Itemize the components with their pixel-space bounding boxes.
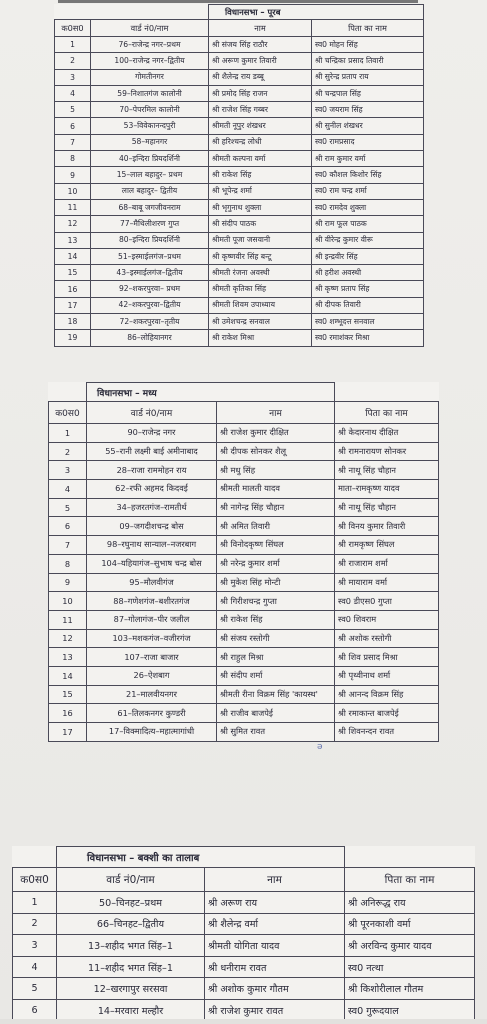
cell-name: श्री संदीप शर्मा	[217, 666, 335, 685]
header-row	[55, 20, 424, 37]
col-header-ward: वार्ड नं0/नाम	[57, 868, 205, 892]
table-row	[55, 314, 424, 330]
cell-name: श्री राजेश सिंह गब्बर	[209, 102, 312, 118]
cell-name: श्रीमती शिवम उपाध्याय	[209, 297, 312, 313]
cell-ward: 55–रानी लक्ष्मी बाई अमीनाबाद	[87, 442, 217, 461]
cell-ward: 13–शहीद भगत सिंह–1	[57, 935, 205, 957]
cell-ward: 66–चिनहट–द्वितीय	[57, 913, 205, 935]
cell-name: श्रीमती रंजना अवस्थी	[209, 265, 312, 281]
cell-serial: 10	[49, 592, 87, 611]
cell-serial: 2	[55, 53, 91, 69]
cell-ward: 107–राजा बाजार	[87, 648, 217, 667]
cell-name: श्री भूपेन्द्र शर्मा	[209, 183, 312, 199]
table-row	[55, 265, 424, 281]
col-header-name: नाम	[205, 868, 345, 892]
table-row	[13, 999, 475, 1021]
cell-name: श्रीमती कृतिका सिंह	[209, 281, 312, 297]
cell-serial: 16	[49, 704, 87, 723]
cell-father-name: श्री चन्द्रिका प्रसाद तिवारी	[312, 53, 424, 69]
cell-name: श्री शैलेन्द्र राय डब्बू	[209, 69, 312, 85]
cell-name: श्री शैलेन्द्र वर्मा	[205, 913, 345, 935]
cell-father-name: स्व0 कौशल किशोर सिंह	[312, 167, 424, 183]
cell-ward: 53–विवेकानन्दपुरी	[91, 118, 209, 134]
cell-ward: लाल बहादुर– द्वितीय	[91, 183, 209, 199]
col-header-serial: क0स0	[55, 20, 91, 37]
cell-serial: 19	[55, 330, 91, 346]
cell-serial: 8	[49, 554, 87, 573]
table-vidhansabha-purab	[54, 4, 424, 347]
cell-serial: 7	[49, 536, 87, 555]
cell-ward: 80–इन्दिरा प्रियदर्शिनी	[91, 232, 209, 248]
cell-name: श्री संजय सिंह राठौर	[209, 37, 312, 53]
cell-ward: 103–मशकगंज–वजीरगंज	[87, 629, 217, 648]
cell-name: श्री मधु सिंह	[217, 461, 335, 480]
table-row	[49, 442, 439, 461]
cell-father-name: श्री नाथू सिंह चौहान	[335, 461, 439, 480]
cell-father-name: माता–रामकृष्ण यादव	[335, 480, 439, 499]
table-row	[49, 517, 439, 536]
col-header-serial: क0स0	[13, 868, 57, 892]
cell-name: श्री नरेन्द्र कुमार शर्मा	[217, 554, 335, 573]
cell-serial: 3	[55, 69, 91, 85]
cell-father-name: स्व0 गुरूदयाल	[345, 999, 475, 1021]
cell-father-name: स्व0 जयराम सिंह	[312, 102, 424, 118]
cell-serial: 17	[55, 297, 91, 313]
cell-name: श्री राकेश सिंह	[209, 167, 312, 183]
cell-serial: 1	[55, 37, 91, 53]
col-header-ward: वार्ड नं0/नाम	[91, 20, 209, 37]
cell-ward: 21–मालवीयनगर	[87, 685, 217, 704]
cell-serial: 6	[55, 118, 91, 134]
table-title: विधानसभा – पूरब	[209, 5, 424, 20]
cell-name: श्रीमती रीना विक्रम सिंह 'कायस्थ'	[217, 685, 335, 704]
cell-father-name: श्री रामकृष्ण सिंघल	[335, 536, 439, 555]
cell-ward: 77–मैथिलीशरण गुप्त	[91, 216, 209, 232]
cell-father-name: श्री राम कुमार वर्मा	[312, 151, 424, 167]
cell-name: श्री प्रमोद सिंह राजन	[209, 85, 312, 101]
cell-name: श्री भृगुनाथ शुक्ला	[209, 199, 312, 215]
table-row	[49, 610, 439, 629]
table-row	[55, 151, 424, 167]
header-row	[13, 868, 475, 892]
cell-ward: 76–राजेन्द्र नगर–प्रथम	[91, 37, 209, 53]
cell-ward: 87–गोलागंज–पीर जलील	[87, 610, 217, 629]
col-header-serial: क0स0	[49, 402, 87, 424]
stray-mark: ǝ	[317, 742, 323, 752]
cell-father-name: श्री सुरेन्द्र प्रताप राय	[312, 69, 424, 85]
col-header-name: नाम	[217, 402, 335, 424]
cell-serial: 14	[55, 248, 91, 264]
cell-serial: 15	[55, 265, 91, 281]
cell-name: श्री नागेन्द्र सिंह चौहान	[217, 498, 335, 517]
cell-father-name: श्री अशोक रस्तोगी	[335, 629, 439, 648]
cell-father-name: श्री शिवनन्दन रावत	[335, 723, 439, 742]
cell-serial: 12	[55, 216, 91, 232]
table-row	[49, 592, 439, 611]
cell-serial: 7	[55, 134, 91, 150]
cell-ward: 34–हजरतगंज–रामतीर्थ	[87, 498, 217, 517]
cell-father-name: श्री रमाकान्त बाजपेई	[335, 704, 439, 723]
cell-serial: 13	[49, 648, 87, 667]
page-bottom-edge	[0, 1019, 487, 1024]
cell-ward: 98–रघुनाथ सान्याल–नजरबाग	[87, 536, 217, 555]
cell-serial: 4	[55, 85, 91, 101]
table-row	[49, 554, 439, 573]
cell-name: श्री संजय रस्तोगी	[217, 629, 335, 648]
cell-name: श्री संदीप पाठक	[209, 216, 312, 232]
cell-father-name: श्री सुनील शंखधर	[312, 118, 424, 134]
cell-name: श्री कृष्णवीर सिंह बन्टू	[209, 248, 312, 264]
cell-name: श्रीमती योगिता यादव	[205, 935, 345, 957]
cell-father-name: श्री आनन्द विक्रम सिंह	[335, 685, 439, 704]
table-row	[49, 666, 439, 685]
cell-father-name: श्री अनिरूद्ध राय	[345, 892, 475, 914]
cell-serial: 2	[13, 913, 57, 935]
cell-name: श्री राकेश सिंह	[217, 610, 335, 629]
cell-serial: 8	[55, 151, 91, 167]
cell-father-name: श्री विनय कुमार तिवारी	[335, 517, 439, 536]
cell-ward: 26–ऐशबाग	[87, 666, 217, 685]
table-row	[55, 248, 424, 264]
cell-father-name: श्री वीरेन्द्र कुमार वीरू	[312, 232, 424, 248]
cell-ward: गोमतीनगर	[91, 69, 209, 85]
table-vidhansabha-bakshi-ka-talab	[12, 846, 475, 1022]
cell-serial: 5	[49, 498, 87, 517]
cell-serial: 4	[13, 956, 57, 978]
cell-ward: 28–राजा राममोहन राय	[87, 461, 217, 480]
cell-serial: 14	[49, 666, 87, 685]
table-title: विधानसभा – मध्य	[87, 383, 335, 402]
cell-serial: 16	[55, 281, 91, 297]
cell-father-name: श्री कृष्ण प्रताप सिंह	[312, 281, 424, 297]
cell-father-name: स्व0 रामप्रसाद	[312, 134, 424, 150]
cell-ward: 14–मरवारा मल्हौर	[57, 999, 205, 1021]
cell-father-name: श्री नाथू सिंह चौहान	[335, 498, 439, 517]
table-title: विधानसभा – बक्शी का तालाब	[57, 847, 345, 868]
table-row	[49, 573, 439, 592]
cell-serial: 1	[49, 424, 87, 443]
cell-father-name: स्व0 शिवराम	[335, 610, 439, 629]
cell-father-name: श्री शिव प्रसाद मिश्रा	[335, 648, 439, 667]
cell-father-name: श्री राम फूल पाठक	[312, 216, 424, 232]
cell-ward: 62–रफी अहमद किदवई	[87, 480, 217, 499]
table-row	[55, 69, 424, 85]
table-row	[49, 648, 439, 667]
table-row	[49, 536, 439, 555]
cell-ward: 104–यहियागंज–सुभाष चन्द्र बोस	[87, 554, 217, 573]
table-row	[55, 118, 424, 134]
cell-name: श्री दीपक सोनकर शैलू	[217, 442, 335, 461]
cell-father-name: स्व0 राम चन्द्र शर्मा	[312, 183, 424, 199]
cell-serial: 4	[49, 480, 87, 499]
col-header-father: पिता का नाम	[335, 402, 439, 424]
table-row	[13, 956, 475, 978]
cell-serial: 10	[55, 183, 91, 199]
cell-serial: 12	[49, 629, 87, 648]
cell-serial: 1	[13, 892, 57, 914]
cell-father-name: श्री राजाराम शर्मा	[335, 554, 439, 573]
cell-father-name: श्री पृथ्वीनाथ शर्मा	[335, 666, 439, 685]
cell-serial: 13	[55, 232, 91, 248]
cell-name: श्री अरूण राय	[205, 892, 345, 914]
cell-name: श्री गिरीशचन्द्र गुप्ता	[217, 592, 335, 611]
cell-name: श्रीमती कल्पना वर्मा	[209, 151, 312, 167]
cell-serial: 15	[49, 685, 87, 704]
cell-ward: 72–शकरपुरवा–तृतीय	[91, 314, 209, 330]
cell-ward: 42–शकरपुरवा–द्वितीय	[91, 297, 209, 313]
cell-ward: 40–इन्दिरा प्रियदर्शिनी	[91, 151, 209, 167]
col-header-father: पिता का नाम	[345, 868, 475, 892]
cell-ward: 09–जगदीशचन्द्र बोस	[87, 517, 217, 536]
cell-ward: 61–तिलकनगर कुण्डरी	[87, 704, 217, 723]
col-header-name: नाम	[209, 20, 312, 37]
cell-name: श्री राजेश कुमार दीक्षित	[217, 424, 335, 443]
cell-ward: 50–चिनहट–प्रथम	[57, 892, 205, 914]
table-row	[49, 424, 439, 443]
cell-serial: 17	[49, 723, 87, 742]
cell-name: श्री राजेश कुमार रावत	[205, 999, 345, 1021]
table-row	[13, 913, 475, 935]
cell-name: श्री राहुल मिश्रा	[217, 648, 335, 667]
cell-ward: 17–विक्मादित्य–महात्मागांधी	[87, 723, 217, 742]
cell-ward: 11–शहीद भगत सिंह–1	[57, 956, 205, 978]
cell-ward: 92–शकरपुरवा– प्रथम	[91, 281, 209, 297]
cell-father-name: स्व0 डीएस0 गुप्ता	[335, 592, 439, 611]
cell-name: श्री राकेश मिश्रा	[209, 330, 312, 346]
cell-ward: 100–राजेन्द्र नगर–द्वितीय	[91, 53, 209, 69]
cell-father-name: श्री अरविन्द कुमार यादव	[345, 935, 475, 957]
cell-father-name: स्व0 नत्था	[345, 956, 475, 978]
cell-ward: 88–गणेशगंज–बशीरतगंज	[87, 592, 217, 611]
cell-father-name: श्री चन्द्रपाल सिंह	[312, 85, 424, 101]
top-rule	[58, 0, 418, 3]
cell-serial: 5	[13, 978, 57, 1000]
table-row	[49, 685, 439, 704]
cell-serial: 6	[49, 517, 87, 536]
table-row	[55, 53, 424, 69]
cell-serial: 11	[49, 610, 87, 629]
cell-serial: 18	[55, 314, 91, 330]
cell-name: श्री सुमित रावत	[217, 723, 335, 742]
cell-name: श्री उमेशचन्द्र सनवाल	[209, 314, 312, 330]
cell-serial: 3	[49, 461, 87, 480]
table-row	[49, 480, 439, 499]
header-row	[49, 402, 439, 424]
cell-father-name: श्री किशोरीलाल गौतम	[345, 978, 475, 1000]
cell-father-name: स्व0 रामदेव शुक्ला	[312, 199, 424, 215]
cell-father-name: स्व0 रमाशंकर मिश्रा	[312, 330, 424, 346]
cell-ward: 70–पेपरमिल कालोनी	[91, 102, 209, 118]
table-row	[49, 629, 439, 648]
table-row	[55, 167, 424, 183]
cell-father-name: श्री केदारनाथ दीक्षित	[335, 424, 439, 443]
table-row	[55, 199, 424, 215]
cell-ward: 12–खरगापुर सरसवा	[57, 978, 205, 1000]
cell-ward: 15–लाल बहादुर– प्रथम	[91, 167, 209, 183]
cell-father-name: श्री मायाराम वर्मा	[335, 573, 439, 592]
table-row	[13, 978, 475, 1000]
table-row	[55, 330, 424, 346]
table-row	[55, 281, 424, 297]
cell-serial: 11	[55, 199, 91, 215]
cell-name: श्रीमती मालती यादव	[217, 480, 335, 499]
cell-father-name: श्री हरीश अवस्थी	[312, 265, 424, 281]
table-row	[55, 232, 424, 248]
cell-ward: 86–लोहियानगर	[91, 330, 209, 346]
cell-father-name: श्री रामनारायण सोनकर	[335, 442, 439, 461]
cell-father-name: स्व0 शम्भूदत्त सनवाल	[312, 314, 424, 330]
cell-name: श्रीमती नूपुर शंखधर	[209, 118, 312, 134]
table-row	[55, 216, 424, 232]
cell-ward: 59–निशातगंज कालोनी	[91, 85, 209, 101]
cell-father-name: श्री पूरनकाशी वर्मा	[345, 913, 475, 935]
table-row	[13, 892, 475, 914]
cell-name: श्री अमित तिवारी	[217, 517, 335, 536]
table-row	[13, 935, 475, 957]
cell-name: श्री राजीव बाजपेई	[217, 704, 335, 723]
cell-serial: 9	[49, 573, 87, 592]
cell-father-name: स्व0 मोहन सिंह	[312, 37, 424, 53]
table-row	[49, 704, 439, 723]
table-row	[55, 85, 424, 101]
table-row	[55, 134, 424, 150]
cell-ward: 68–बाबू जगजीवनराम	[91, 199, 209, 215]
cell-serial: 9	[55, 167, 91, 183]
cell-ward: 43–इस्माईलगंज–द्वितीय	[91, 265, 209, 281]
table-row	[49, 723, 439, 742]
cell-father-name: श्री दीपक तिवारी	[312, 297, 424, 313]
cell-name: श्रीमती पूजा जसवानी	[209, 232, 312, 248]
table-row	[49, 461, 439, 480]
cell-ward: 58–महानगर	[91, 134, 209, 150]
cell-ward: 95–मौलवीगंज	[87, 573, 217, 592]
cell-father-name: श्री इन्द्रवीर सिंह	[312, 248, 424, 264]
cell-name: श्री अशोक कुमार गौतम	[205, 978, 345, 1000]
cell-serial: 6	[13, 999, 57, 1021]
cell-ward: 90–राजेन्द्र नगर	[87, 424, 217, 443]
col-header-father: पिता का नाम	[312, 20, 424, 37]
table-row	[55, 297, 424, 313]
table-row	[49, 498, 439, 517]
cell-name: श्री मुकेश सिंह मोन्टी	[217, 573, 335, 592]
cell-serial: 3	[13, 935, 57, 957]
table-row	[55, 37, 424, 53]
table-row	[55, 102, 424, 118]
col-header-ward: वार्ड नं0/नाम	[87, 402, 217, 424]
cell-name: श्री धनीराम रावत	[205, 956, 345, 978]
cell-name: श्री अरूण कुमार तिवारी	[209, 53, 312, 69]
table-row	[55, 183, 424, 199]
cell-name: श्री हरिश्चन्द्र लोधी	[209, 134, 312, 150]
cell-ward: 51–इस्माईलगंज–प्रथम	[91, 248, 209, 264]
cell-serial: 5	[55, 102, 91, 118]
table-vidhansabha-madhya	[48, 382, 439, 742]
cell-serial: 2	[49, 442, 87, 461]
cell-name: श्री विनोदकृष्ण सिंघल	[217, 536, 335, 555]
